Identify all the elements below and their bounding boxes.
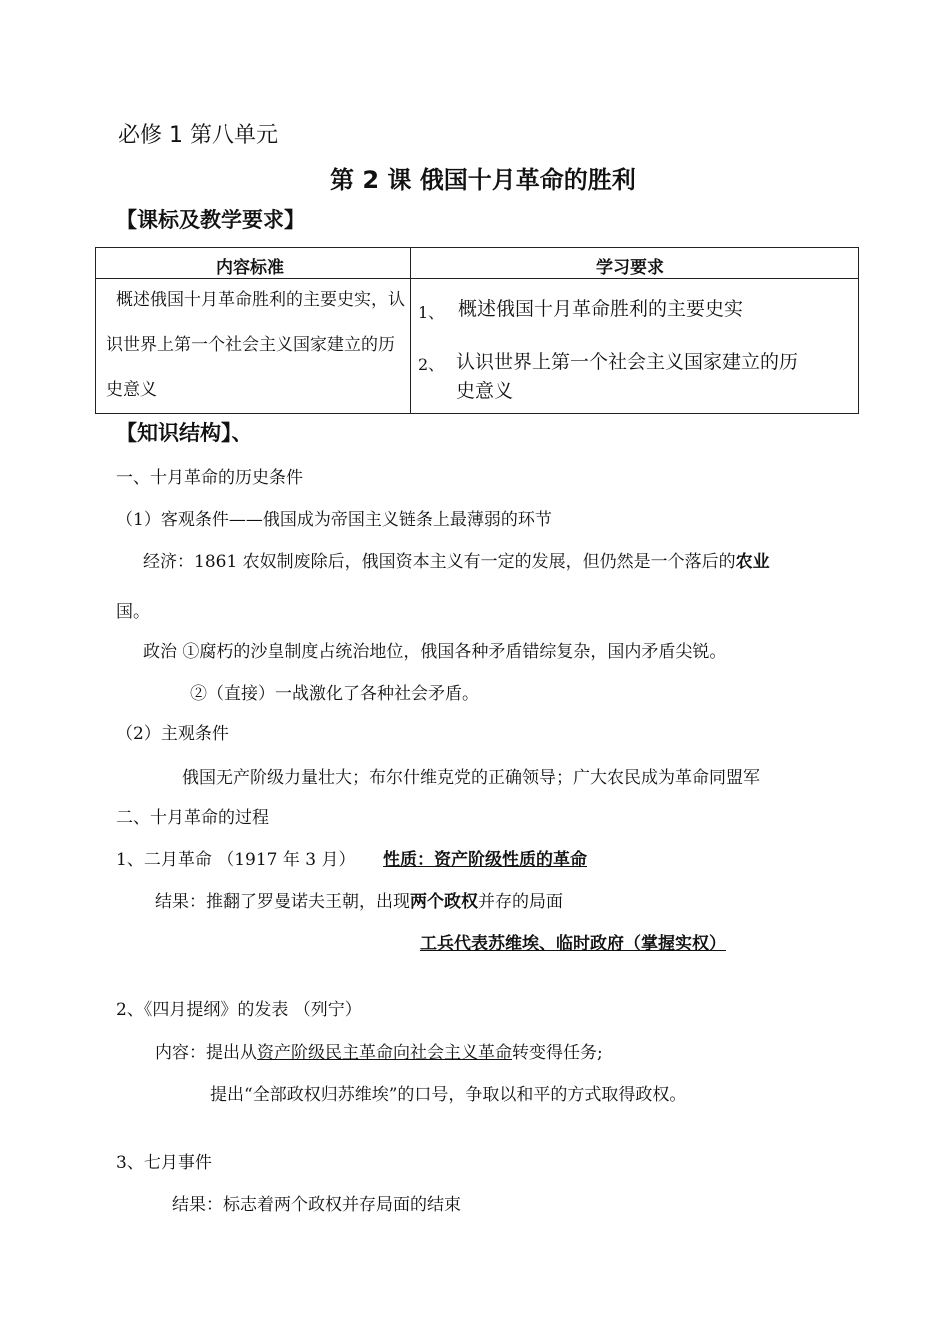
standards-heading: 【课标及教学要求】 — [116, 208, 305, 232]
table-divider-vertical — [410, 248, 411, 413]
structure-heading: 【知识结构】、 — [116, 421, 253, 445]
april-content-underlined: 资产阶级民主革命向社会主义革命 — [257, 1043, 512, 1063]
objective-conditions-title: （1）客观条件——俄国成为帝国主义链条上最薄弱的环节 — [116, 510, 552, 530]
july-events-title: 3、七月事件 — [116, 1153, 212, 1173]
economy-text: 经济：1861 农奴制废除后，俄国资本主义有一定的发展，但仍然是一个落后的 — [143, 552, 736, 572]
economy-line-end: 国。 — [116, 602, 150, 622]
politics-line-1: 政治 ①腐朽的沙皇制度占统治地位，俄国各种矛盾错综复杂，国内矛盾尖锐。 — [143, 642, 727, 662]
february-revolution-nature: 性质：资产阶级性质的革命 — [383, 850, 587, 870]
economy-line — [143, 547, 770, 572]
february-result-text-end: 并存的局面 — [478, 892, 563, 912]
section-2-title: 二、十月革命的过程 — [116, 808, 269, 828]
february-result-text: 结果：推翻了罗曼诺夫王朝，出现 — [155, 892, 410, 912]
table-divider-horizontal — [96, 278, 858, 279]
lesson-title: 第 2 课 俄国十月革命的胜利 — [330, 166, 636, 194]
table-right-item: 概述俄国十月革命胜利的主要史实 — [458, 298, 744, 320]
requirements-table — [95, 247, 859, 414]
section-1-title: 一、十月革命的历史条件 — [116, 468, 303, 488]
april-content-text: 内容：提出从 — [155, 1043, 257, 1063]
april-theses-title: 2、《四月提纲》的发表 （列宁） — [116, 1000, 362, 1020]
dual-power-list: 工兵代表苏维埃、临时政府（掌握实权） — [420, 934, 726, 954]
politics-line-2: ②（直接）一战激化了各种社会矛盾。 — [190, 684, 479, 704]
february-result-line — [155, 887, 563, 912]
unit-title: 必修 1 第八单元 — [118, 123, 278, 148]
table-left-line: 史意义 — [106, 380, 157, 400]
table-left-line: 识世界上第一个社会主义国家建立的历 — [106, 335, 395, 355]
table-right-item: 认识世界上第一个社会主义国家建立的历 — [456, 351, 799, 373]
february-result-emphasis: 两个政权 — [410, 892, 478, 912]
table-header-content-standard: 内容标准 — [216, 258, 284, 278]
table-right-item-continued: 史意义 — [456, 380, 514, 402]
april-content-text-end: 转变得任务; — [512, 1043, 603, 1063]
economy-emphasis: 农业 — [735, 552, 770, 572]
subjective-conditions-text: 俄国无产阶级力量壮大；布尔什维克党的正确领导；广大农民成为革命同盟军 — [182, 768, 760, 788]
july-events-result: 结果：标志着两个政权并存局面的结束 — [172, 1195, 461, 1215]
february-revolution-title: 1、二月革命 （1917 年 3 月） — [116, 850, 356, 870]
april-theses-content-1 — [155, 1038, 603, 1063]
table-left-line: 概述俄国十月革命胜利的主要史实，认 — [116, 290, 405, 310]
table-right-item-number: 2、 — [418, 355, 445, 374]
april-theses-content-2: 提出“全部政权归苏维埃”的口号，争取以和平的方式取得政权。 — [210, 1085, 687, 1105]
table-right-item-number: 1、 — [418, 303, 445, 322]
subjective-conditions-title: （2）主观条件 — [116, 724, 229, 744]
table-header-learning-requirements: 学习要求 — [596, 258, 664, 278]
